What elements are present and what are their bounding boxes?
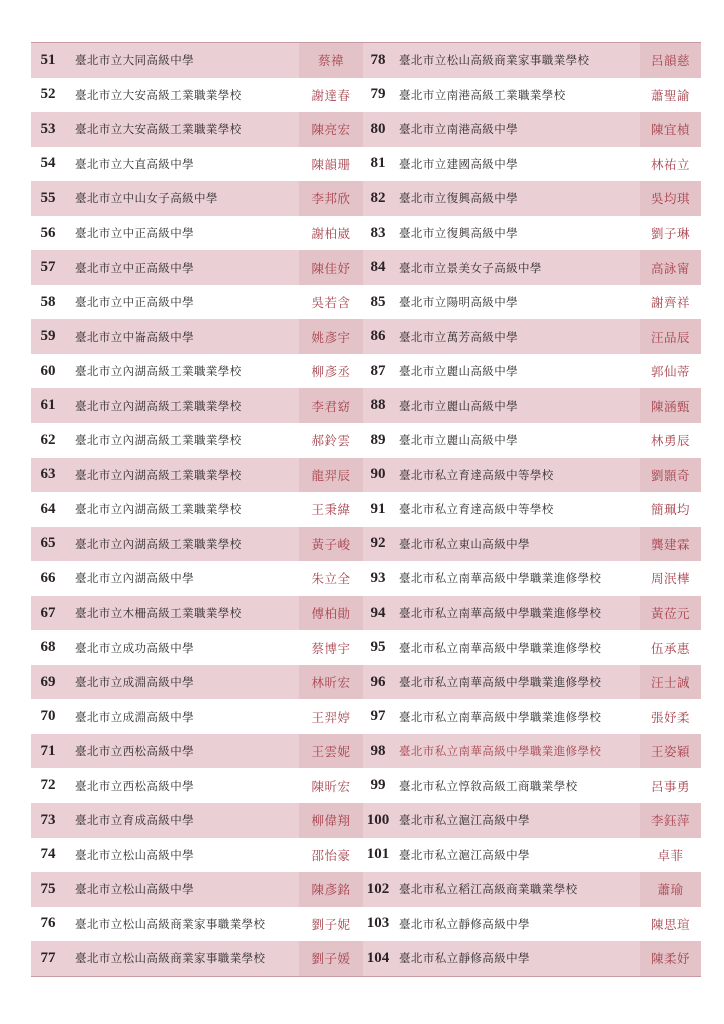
left-school: 臺北市立大安高級工業職業學校 xyxy=(75,122,242,137)
right-student-name: 陳涵甄 xyxy=(640,388,701,423)
left-student-name: 朱立全 xyxy=(299,561,363,596)
table-row xyxy=(31,803,701,838)
right-student-name: 蕭聖諭 xyxy=(640,78,701,113)
right-student-name: 劉顥奇 xyxy=(640,458,701,493)
right-student-name: 李鈺萍 xyxy=(640,803,701,838)
left-school: 臺北市立松山高級商業家事職業學校 xyxy=(75,916,266,931)
left-student-name: 柳彥丞 xyxy=(299,354,363,389)
left-student-name: 李君窈 xyxy=(299,388,363,423)
left-student-name: 黃子峻 xyxy=(299,527,363,562)
left-number: 55 xyxy=(40,189,56,206)
left-school: 臺北市立內湖高級工業職業學校 xyxy=(75,398,242,413)
right-number: 97 xyxy=(370,708,386,725)
left-school: 臺北市立大安高級工業職業學校 xyxy=(75,87,242,102)
right-student-name: 張妤柔 xyxy=(640,699,701,734)
right-number: 90 xyxy=(370,466,386,483)
right-school: 臺北市私立南華高級中學職業進修學校 xyxy=(399,744,602,759)
right-student-name: 呂事勇 xyxy=(640,768,701,803)
right-school: 臺北市私立滬江高級中學 xyxy=(399,847,530,862)
left-student-name: 陳亮宏 xyxy=(299,112,363,147)
right-student-name: 王姿穎 xyxy=(640,734,701,769)
left-number: 54 xyxy=(40,155,56,172)
table-row xyxy=(31,941,701,976)
table-row xyxy=(31,527,701,562)
right-student-name: 簡珮均 xyxy=(640,492,701,527)
right-number: 93 xyxy=(370,569,386,586)
left-student-name: 劉子妮 xyxy=(299,907,363,942)
left-school: 臺北市立大直高級中學 xyxy=(75,156,194,171)
right-number: 81 xyxy=(370,155,386,172)
left-number: 59 xyxy=(40,328,56,345)
left-number: 66 xyxy=(40,569,56,586)
left-number: 73 xyxy=(40,811,56,828)
right-school: 臺北市私立靜修高級中學 xyxy=(399,951,530,966)
left-student-name: 陳佳妤 xyxy=(299,250,363,285)
left-number: 57 xyxy=(40,259,56,276)
table-row xyxy=(31,250,701,285)
left-number: 71 xyxy=(40,742,56,759)
left-school: 臺北市立中崙高級中學 xyxy=(75,329,194,344)
left-student-name: 柳偉翔 xyxy=(299,803,363,838)
right-student-name: 陳柔妤 xyxy=(640,941,701,976)
left-number: 62 xyxy=(40,431,56,448)
right-school: 臺北市立陽明高級中學 xyxy=(399,295,518,310)
right-student-name: 伍承惠 xyxy=(640,630,701,665)
right-school: 臺北市私立南華高級中學職業進修學校 xyxy=(399,640,602,655)
right-number: 104 xyxy=(366,949,390,966)
right-number: 96 xyxy=(370,673,386,690)
right-number: 95 xyxy=(370,639,386,656)
left-number: 74 xyxy=(40,846,56,863)
right-school: 臺北市私立育達高級中等學校 xyxy=(399,467,554,482)
right-school: 臺北市立南港高級工業職業學校 xyxy=(399,87,566,102)
left-student-name: 傅柏勛 xyxy=(299,596,363,631)
left-school: 臺北市立成功高級中學 xyxy=(75,640,194,655)
left-number: 77 xyxy=(40,949,56,966)
left-student-name: 龍羿辰 xyxy=(299,458,363,493)
right-number: 87 xyxy=(370,362,386,379)
table-row xyxy=(31,630,701,665)
right-school: 臺北市立復興高級中學 xyxy=(399,226,518,240)
left-number: 61 xyxy=(40,397,56,414)
right-number: 102 xyxy=(366,880,390,897)
right-number: 83 xyxy=(370,224,386,241)
left-school: 臺北市立西松高級中學 xyxy=(75,778,194,793)
right-student-name: 林祐立 xyxy=(640,147,701,182)
table-row xyxy=(31,838,701,873)
right-student-name: 黃莅元 xyxy=(640,596,701,631)
left-school: 臺北市立中正高級中學 xyxy=(75,295,194,310)
left-student-name: 邵怡豪 xyxy=(299,838,363,873)
table-row xyxy=(31,43,701,78)
left-number: 72 xyxy=(40,777,56,794)
left-school: 臺北市立松山高級中學 xyxy=(75,847,194,862)
right-school: 臺北市立建國高級中學 xyxy=(399,156,518,171)
left-school: 臺北市立內湖高級工業職業學校 xyxy=(75,467,242,482)
right-school: 臺北市私立靜修高級中學 xyxy=(399,916,530,931)
right-student-name: 劉子琳 xyxy=(640,216,701,251)
table-row xyxy=(31,147,701,182)
left-school: 臺北市立內湖高級工業職業學校 xyxy=(75,502,242,517)
left-student-name: 陳昕宏 xyxy=(299,768,363,803)
left-student-name: 謝達春 xyxy=(299,78,363,113)
table-row xyxy=(31,665,701,700)
right-number: 92 xyxy=(370,535,386,552)
table-row xyxy=(31,112,701,147)
left-school: 臺北市立松山高級商業家事職業學校 xyxy=(75,951,266,966)
right-number: 91 xyxy=(370,500,386,517)
left-number: 53 xyxy=(40,120,56,137)
table-row xyxy=(31,354,701,389)
right-number: 88 xyxy=(370,397,386,414)
left-number: 76 xyxy=(40,915,56,932)
right-student-name: 高詠甯 xyxy=(640,250,701,285)
right-school: 臺北市立松山高級商業家事職業學校 xyxy=(399,53,590,68)
right-number: 78 xyxy=(370,51,386,68)
right-number: 84 xyxy=(370,259,386,276)
right-student-name: 陳宜楨 xyxy=(640,112,701,147)
left-school: 臺北市立西松高級中學 xyxy=(75,744,194,759)
right-school: 臺北市立南港高級中學 xyxy=(399,122,518,137)
right-student-name: 卓菲 xyxy=(640,838,701,873)
right-number: 89 xyxy=(370,431,386,448)
right-school: 臺北市私立南華高級中學職業進修學校 xyxy=(399,571,602,586)
right-student-name: 呂韻慈 xyxy=(640,43,701,78)
left-school: 臺北市立中山女子高級中學 xyxy=(75,191,218,206)
left-school: 臺北市立內湖高級中學 xyxy=(75,571,194,586)
left-number: 58 xyxy=(40,293,56,310)
left-student-name: 謝柏崴 xyxy=(299,216,363,251)
right-school: 臺北市私立南華高級中學職業進修學校 xyxy=(399,709,602,724)
left-school: 臺北市立內湖高級工業職業學校 xyxy=(75,364,242,379)
left-student-name: 林昕宏 xyxy=(299,665,363,700)
right-school: 臺北市立麗山高級中學 xyxy=(399,364,518,379)
left-number: 65 xyxy=(40,535,56,552)
left-number: 63 xyxy=(40,466,56,483)
left-student-name: 姚彥宇 xyxy=(299,319,363,354)
right-number: 99 xyxy=(370,777,386,794)
left-school: 臺北市立木柵高級工業職業學校 xyxy=(75,606,242,621)
right-school: 臺北市私立南華高級中學職業進修學校 xyxy=(399,606,602,621)
table-row xyxy=(31,423,701,458)
right-number: 85 xyxy=(370,293,386,310)
left-number: 51 xyxy=(40,51,56,68)
right-student-name: 謝齊祥 xyxy=(640,285,701,320)
table-row xyxy=(31,768,701,803)
left-school: 臺北市立育成高級中學 xyxy=(75,813,194,828)
table-row xyxy=(31,78,701,113)
left-student-name: 蔡禕 xyxy=(299,43,363,78)
table-row xyxy=(31,561,701,596)
right-number: 94 xyxy=(370,604,386,621)
left-number: 75 xyxy=(40,880,56,897)
right-student-name: 陳思瑄 xyxy=(640,907,701,942)
left-student-name: 王秉緯 xyxy=(299,492,363,527)
right-school: 臺北市私立南華高級中學職業進修學校 xyxy=(399,675,602,690)
right-school: 臺北市私立稻江高級商業職業學校 xyxy=(399,882,578,897)
table-row xyxy=(31,734,701,769)
left-student-name: 陳韻珊 xyxy=(299,147,363,182)
right-school: 臺北市私立東山高級中學 xyxy=(399,536,530,551)
left-student-name: 劉子媛 xyxy=(299,941,363,976)
left-school: 臺北市立中正高級中學 xyxy=(75,226,194,240)
right-student-name: 周泯樺 xyxy=(640,561,701,596)
left-student-name: 王雲妮 xyxy=(299,734,363,769)
left-number: 69 xyxy=(40,673,56,690)
left-school: 臺北市立內湖高級工業職業學校 xyxy=(75,536,242,551)
table-row xyxy=(31,319,701,354)
right-number: 80 xyxy=(370,120,386,137)
roster-table xyxy=(31,42,701,977)
right-student-name: 龔建霖 xyxy=(640,527,701,562)
table-row xyxy=(31,181,701,216)
table-row xyxy=(31,699,701,734)
table-row xyxy=(31,388,701,423)
right-number: 86 xyxy=(370,328,386,345)
right-school: 臺北市立復興高級中學 xyxy=(399,191,518,206)
left-student-name: 李邦欣 xyxy=(299,181,363,216)
right-school: 臺北市私立滬江高級中學 xyxy=(399,813,530,828)
left-student-name: 吳若含 xyxy=(299,285,363,320)
left-number: 56 xyxy=(40,224,56,241)
right-number: 101 xyxy=(366,846,390,863)
right-number: 98 xyxy=(370,742,386,759)
table-row xyxy=(31,458,701,493)
table-row xyxy=(31,216,701,251)
right-student-name: 汪士誠 xyxy=(640,665,701,700)
right-number: 100 xyxy=(366,811,390,828)
table-row xyxy=(31,872,701,907)
right-school: 臺北市私立惇敘高級工商職業學校 xyxy=(399,778,578,793)
right-school: 臺北市立麗山高級中學 xyxy=(399,398,518,413)
left-school: 臺北市立松山高級中學 xyxy=(75,882,194,897)
right-number: 82 xyxy=(370,189,386,206)
right-student-name: 汪品辰 xyxy=(640,319,701,354)
left-student-name: 陳彥銘 xyxy=(299,872,363,907)
right-student-name: 吳均琪 xyxy=(640,181,701,216)
left-student-name: 蔡博宇 xyxy=(299,630,363,665)
table-row xyxy=(31,285,701,320)
table-row xyxy=(31,492,701,527)
left-number: 60 xyxy=(40,362,56,379)
right-student-name: 郭仙蒂 xyxy=(640,354,701,389)
left-student-name: 王羿婷 xyxy=(299,699,363,734)
left-number: 67 xyxy=(40,604,56,621)
right-number: 103 xyxy=(366,915,390,932)
right-school: 臺北市立景美女子高級中學 xyxy=(399,260,542,275)
left-number: 70 xyxy=(40,708,56,725)
left-school: 臺北市立大同高級中學 xyxy=(75,53,194,68)
left-number: 64 xyxy=(40,500,56,517)
table-row xyxy=(31,907,701,942)
left-school: 臺北市立成淵高級中學 xyxy=(75,709,194,724)
left-student-name: 郝鈴雲 xyxy=(299,423,363,458)
right-number: 79 xyxy=(370,86,386,103)
left-number: 52 xyxy=(40,86,56,103)
table-row xyxy=(31,596,701,631)
left-school: 臺北市立內湖高級工業職業學校 xyxy=(75,433,242,448)
left-school: 臺北市立中正高級中學 xyxy=(75,260,194,275)
right-student-name: 蕭瑜 xyxy=(640,872,701,907)
right-student-name: 林勇辰 xyxy=(640,423,701,458)
right-school: 臺北市立萬芳高級中學 xyxy=(399,329,518,344)
right-school: 臺北市私立育達高級中等學校 xyxy=(399,502,554,517)
left-school: 臺北市立成淵高級中學 xyxy=(75,675,194,690)
left-number: 68 xyxy=(40,639,56,656)
right-school: 臺北市立麗山高級中學 xyxy=(399,433,518,448)
